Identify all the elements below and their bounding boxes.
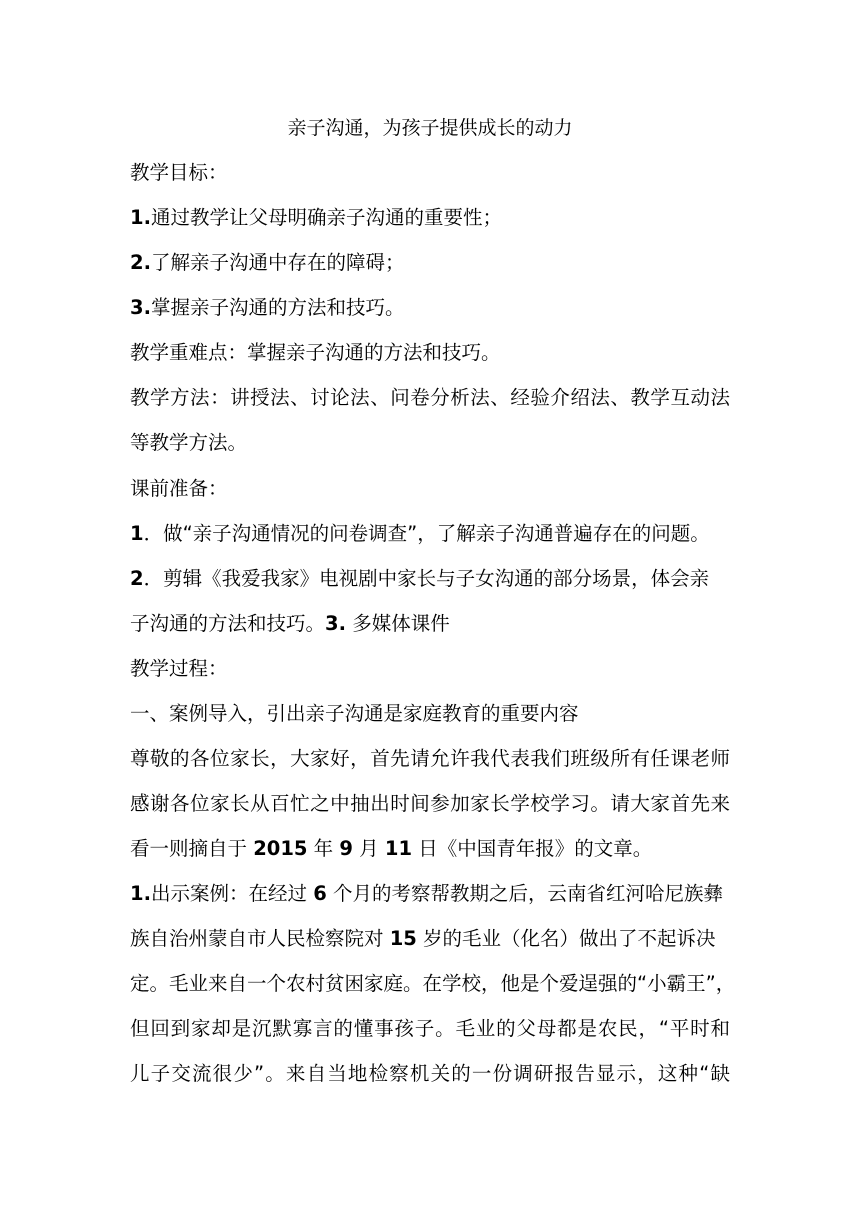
months-value: 6 <box>313 882 327 905</box>
prep-item-1 <box>130 518 730 550</box>
teaching-methods-line-2: 等教学方法。 <box>130 431 248 454</box>
prep-number: 2 <box>130 567 144 590</box>
goal-number: 2. <box>130 251 151 274</box>
month-value: 9 <box>339 837 353 860</box>
prep-text: ．剪辑《我爱我家》电视剧中家长与子女沟通的部分场景，体会亲 <box>143 567 710 590</box>
text-run: 族自治州蒙自市人民检察院对 <box>130 927 390 950</box>
case-line-5: 儿子交流很少”。来自当地检察机关的一份调研报告显示，这种“缺 <box>130 1062 730 1085</box>
teaching-goals-heading: 教学目标： <box>130 161 228 184</box>
text-run: 岁的毛业（化名）做出了不起诉决 <box>416 927 716 950</box>
case-line-2 <box>130 923 730 955</box>
prep-text: ．做“亲子沟通情况的问卷调查”，了解亲子沟通普遍存在的问题。 <box>143 522 710 545</box>
preparation-heading: 课前准备： <box>130 477 228 500</box>
text-run: 看一则摘自于 <box>130 837 254 860</box>
goal-item-3 <box>130 292 730 324</box>
case-line-1 <box>130 878 730 910</box>
case-line-4: 但回到家却是沉默寡言的懂事孩子。毛业的父母都是农民，“平时和 <box>130 1017 730 1040</box>
prep-item-2-continued <box>130 608 730 640</box>
goal-item-2 <box>130 247 730 279</box>
day-value: 11 <box>384 837 413 860</box>
case-number: 1. <box>130 882 151 905</box>
process-heading: 教学过程： <box>130 657 228 680</box>
prep-number: 1 <box>130 522 144 545</box>
document-title: 亲子沟通，为孩子提供成长的动力 <box>287 117 573 139</box>
goal-text: 通过教学让父母明确亲子沟通的重要性； <box>150 206 502 229</box>
prep-number: 3. <box>325 612 346 635</box>
prep-item-2 <box>130 563 730 595</box>
intro-line-1: 尊敬的各位家长，大家好，首先请允许我代表我们班级所有任课老师 <box>130 747 730 770</box>
year-value: 2015 <box>253 837 308 860</box>
text-run: 月 <box>352 837 385 860</box>
prep-text: 多媒体课件 <box>346 612 450 635</box>
key-difficulty: 教学重难点：掌握亲子沟通的方法和技巧。 <box>130 341 501 364</box>
case-line-3: 定。毛业来自一个农村贫困家庭。在学校，他是个爱逞强的“小霸王”， <box>130 972 736 995</box>
goal-text: 掌握亲子沟通的方法和技巧。 <box>150 296 405 319</box>
age-value: 15 <box>389 927 417 950</box>
text-run: 日《中国青年报》的文章。 <box>412 837 653 860</box>
goal-number: 1. <box>130 206 151 229</box>
text-run: 出示案例：在经过 <box>150 882 314 905</box>
section-heading-1: 一、案例导入，引出亲子沟通是家庭教育的重要内容 <box>130 702 579 725</box>
intro-line-3 <box>130 833 730 865</box>
text-run: 年 <box>307 837 340 860</box>
text-run: 个月的考察帮教期之后，云南省红河哈尼族彝 <box>326 882 723 905</box>
intro-line-2: 感谢各位家长从百忙之中抽出时间参加家长学校学习。请大家首先来 <box>130 792 730 815</box>
goal-number: 3. <box>130 296 151 319</box>
goal-item-1 <box>130 202 730 234</box>
goal-text: 了解亲子沟通中存在的障碍； <box>150 251 405 274</box>
prep-text: 子沟通的方法和技巧。 <box>130 612 326 635</box>
teaching-methods-line-1: 教学方法：讲授法、讨论法、问卷分析法、经验介绍法、教学互动法 <box>130 386 730 409</box>
